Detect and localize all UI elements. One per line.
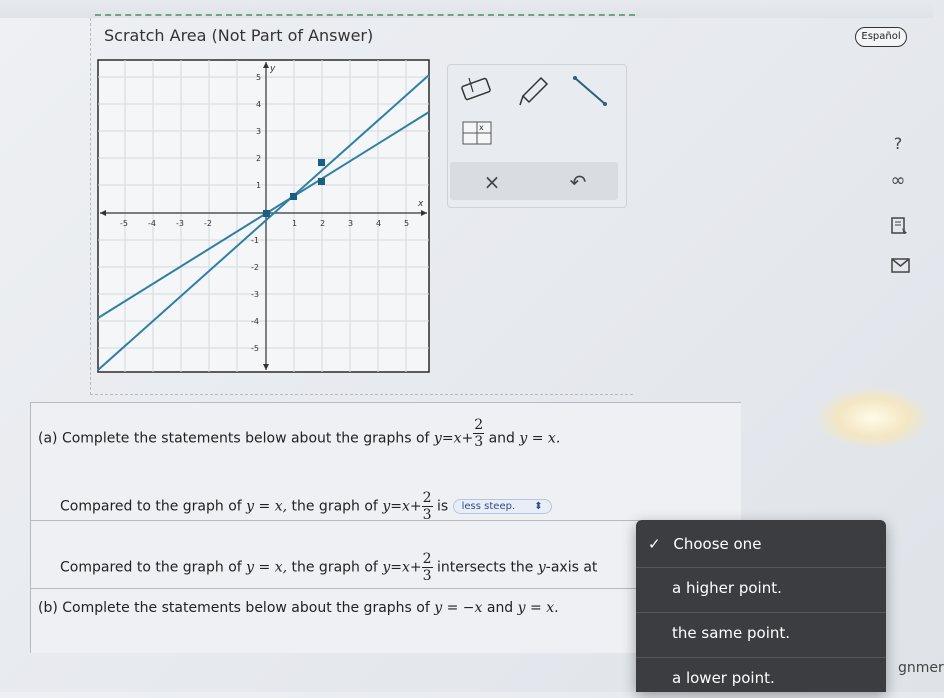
part-b-prompt <box>38 600 559 616</box>
x-tick-label: 3 <box>348 219 354 228</box>
y-tick-label: 4 <box>256 100 262 109</box>
and-text: and <box>488 430 515 447</box>
eq-var-x: x <box>401 498 410 515</box>
part-a-prefix: (a) Complete the statements below about the graphs of <box>38 430 430 447</box>
y-tick-label: 5 <box>256 73 262 82</box>
select-arrow-icon: ⬍ <box>534 501 543 512</box>
line-tool-icon[interactable] <box>573 76 607 106</box>
x-tick-label: 4 <box>376 219 382 228</box>
language-button[interactable]: Español <box>855 27 907 47</box>
fraction-denominator: 3 <box>422 568 432 584</box>
undo-icon[interactable]: ↶ <box>569 170 587 194</box>
y-tick-label: 2 <box>256 154 262 163</box>
x-tick-label: -3 <box>176 219 184 228</box>
fraction-denominator: 3 <box>422 507 432 523</box>
pencil-icon[interactable] <box>520 78 547 105</box>
top-bar <box>0 0 933 18</box>
fraction-numerator: 2 <box>422 551 432 567</box>
x-tick-label: -2 <box>204 219 212 228</box>
x-axis-label: x <box>418 199 424 209</box>
statement-2-start: Compared to the graph of <box>60 559 242 576</box>
steepness-select[interactable] <box>453 499 552 514</box>
statement-2-eq: y = x, <box>246 559 288 576</box>
assignment-text: gnmer <box>898 660 944 676</box>
option-label: a higher point. <box>672 579 782 597</box>
divider <box>30 588 640 589</box>
point-marker <box>318 178 325 185</box>
point-marker <box>318 159 325 166</box>
dropdown-option-choose-one[interactable] <box>636 524 886 564</box>
tool-action-row <box>450 162 618 200</box>
fraction <box>422 491 433 522</box>
y-tick-label: -2 <box>251 263 259 272</box>
eq-var-x: x <box>453 430 462 447</box>
statement-1 <box>60 491 552 522</box>
y-tick-label: 3 <box>256 127 262 136</box>
clear-icon[interactable]: × <box>483 170 501 194</box>
check-icon: ✓ <box>648 535 661 553</box>
statement-2-end: intersects the <box>436 559 534 576</box>
statement-1-is: is <box>436 498 449 515</box>
y-tick-label: -1 <box>251 236 259 245</box>
x-tick-label: 1 <box>292 219 298 228</box>
scratch-title: Scratch Area (Not Part of Answer) <box>104 26 374 45</box>
statement-2-mid: the graph of <box>291 559 378 576</box>
choice-dropdown <box>636 520 886 692</box>
fraction-denominator: 3 <box>474 434 484 450</box>
statement-2-equation: y=x+ <box>382 559 422 576</box>
statement-1-mid: the graph of <box>291 498 378 515</box>
statement-2-tail: -axis at <box>545 559 598 576</box>
point-marker <box>263 210 270 217</box>
part-a-equation: y=x+ <box>433 430 474 447</box>
y-axis-label: y <box>270 64 276 74</box>
statement-1-start: Compared to the graph of <box>60 498 242 515</box>
y-tick-label: -5 <box>251 344 259 353</box>
statement-2-var: y <box>537 559 546 576</box>
y-tick-label: -3 <box>251 290 259 299</box>
fraction-numerator: 2 <box>422 490 432 506</box>
infinity-icon[interactable]: ∞ <box>890 170 906 191</box>
help-icon[interactable]: ? <box>893 134 903 153</box>
fraction <box>473 418 484 449</box>
dropdown-option-higher[interactable] <box>636 567 886 607</box>
option-label: the same point. <box>672 624 791 642</box>
part-a-equation-2: y = x. <box>519 430 561 447</box>
x-tick-label: 5 <box>404 219 410 228</box>
y-tick-label: 1 <box>256 181 262 190</box>
tool-icons <box>455 72 615 152</box>
steepness-select-value: less steep. <box>461 501 516 512</box>
part-b-equation-1: y = −x <box>434 600 483 616</box>
part-a-prompt <box>38 417 561 450</box>
eraser-icon[interactable] <box>461 78 490 100</box>
dropdown-option-lower[interactable] <box>636 657 886 697</box>
x-tick-label: 2 <box>320 219 326 228</box>
svg-text:x: x <box>479 123 484 132</box>
scratch-top-border <box>95 14 635 16</box>
statement-1-equation: y=x+ <box>382 498 422 515</box>
fraction-numerator: 2 <box>474 417 484 433</box>
point-marker <box>290 193 297 200</box>
notes-icon[interactable] <box>890 216 910 236</box>
x-tick-label: -4 <box>148 219 156 228</box>
eq-var-y: y <box>382 498 391 515</box>
coordinate-graph[interactable] <box>98 60 429 372</box>
divider <box>30 520 640 521</box>
part-b-prefix: (b) Complete the statements below about the graphs of <box>38 600 430 616</box>
eq-var-x: x <box>401 559 410 576</box>
point-tool-icon[interactable] <box>463 122 491 144</box>
part-b-equation-2: y = x. <box>517 600 559 616</box>
x-tick-label: -5 <box>120 219 128 228</box>
dropdown-option-same[interactable] <box>636 612 886 652</box>
y-tick-label: -4 <box>251 317 259 326</box>
statement-2 <box>60 552 597 583</box>
option-label: Choose one <box>673 535 762 553</box>
statement-1-eq: y = x, <box>246 498 288 515</box>
screen-glare <box>818 388 928 448</box>
fraction <box>422 552 433 583</box>
mail-icon[interactable] <box>890 257 912 275</box>
option-label: a lower point. <box>672 669 775 687</box>
eq-var-y: y <box>433 430 442 447</box>
eq-var-y: y <box>382 559 391 576</box>
and-text: and <box>486 600 514 616</box>
